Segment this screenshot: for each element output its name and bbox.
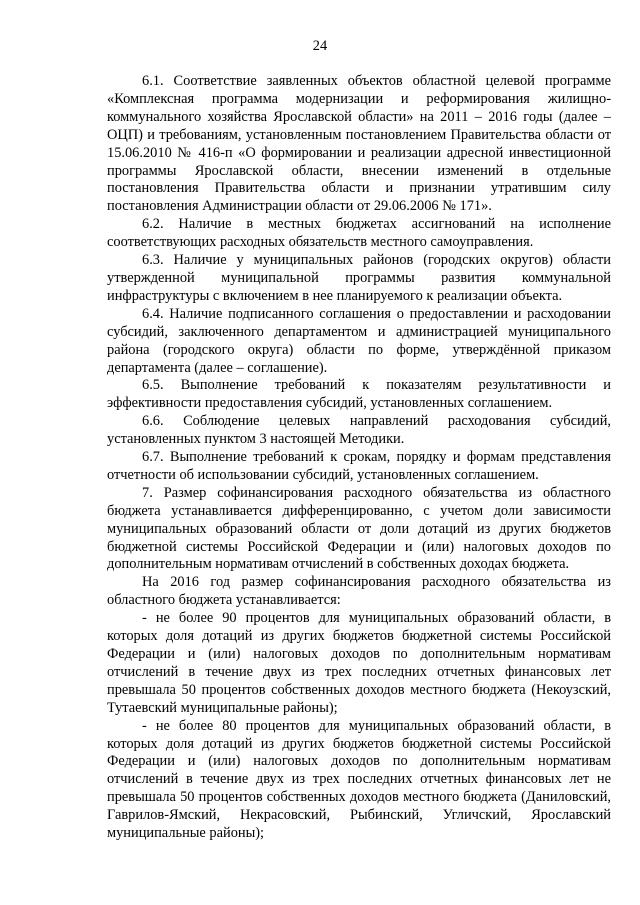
paragraph-6-4: 6.4. Наличие подписанного соглашения о предоставлении и расходовании субсидий, заключенного департаментом и администрацией муниципального района (городского округа) области по форме, утверждённой приказом департамента (далее – соглашение).: [107, 305, 611, 376]
paragraph-6-5: 6.5. Выполнение требований к показателям результативности и эффективности предоставления субсидий, установленных соглашением.: [107, 377, 611, 412]
paragraph-6-7: 6.7. Выполнение требований к срокам, порядку и формам представления отчетности об использовании субсидий, установленных соглашением.: [107, 449, 611, 483]
paragraph-6-3: 6.3. Наличие у муниципальных районов (городских округов) области утвержденной муниципальной программы развития коммунальной инфраструктуры с включением в нее планируемого к реализации объекта.: [107, 252, 611, 304]
list-item-80-percent: - не более 80 процентов для муниципальных образований области, в которых доля дотаций из других бюджетов бюджетной системы Российской Федерации и (или) налоговых доходов по дополнительным нормативам отчислений в течение двух из трех последних отчетных финансовых лет не превышала 50 процентов собственных доходов местного бюджета (Даниловский, Гаврилов-Ямский, Некрасовский, Рыбинский, Угличский, Ярославский муниципальные районы);: [107, 717, 611, 842]
paragraph-2016-intro: На 2016 год размер софинансирования расходного обязательства из областного бюджета устанавливается:: [107, 574, 611, 609]
document-body: [107, 73, 611, 843]
paragraph-6-6: 6.6. Соблюдение целевых направлений расходования субсидий, установленных пунктом 3 настоящей Методики.: [107, 413, 611, 448]
list-item-90-percent: - не более 90 процентов для муниципальных образований области, в которых доля дотаций из других бюджетов бюджетной системы Российской Федерации и (или) налоговых доходов по дополнительным нормативам отчислений в течение двух из трех последних отчетных финансовых лет превышала 50 процентов собственных доходов местного бюджета (Некоузский, Тутаевский муниципальные районы);: [107, 610, 611, 716]
page-number: 24: [312, 38, 328, 54]
paragraph-6-1: 6.1. Соответствие заявленных объектов областной целевой программе «Комплексная программа модернизации и реформирования жилищно-коммунального хозяйства Ярославской области» на 2011 – 2016 годы (далее – ОЦП) и требованиям, установленным постановлением Правительства области от 15.06.2010 № 416-п «О формировании и реализации адресной инвестиционной программы Ярославской области, внесении изменений в отдельные постановления Правительства области и признании утратившим силу постановления Администрации области от 29.06.2006 № 171».: [107, 73, 611, 215]
paragraph-7: 7. Размер софинансирования расходного обязательства из областного бюджета устанавливается дифференцированно, с учетом доли зависимости муниципальных образований области от доли дотаций из других бюджетов бюджетной системы Российской Федерации и (или) налоговых доходов по дополнительным нормативам отчислений в собственных доходах бюджета.: [107, 484, 611, 573]
paragraph-6-2: 6.2. Наличие в местных бюджетах ассигнований на исполнение соответствующих расходных обязательств местного самоуправления.: [107, 216, 611, 251]
